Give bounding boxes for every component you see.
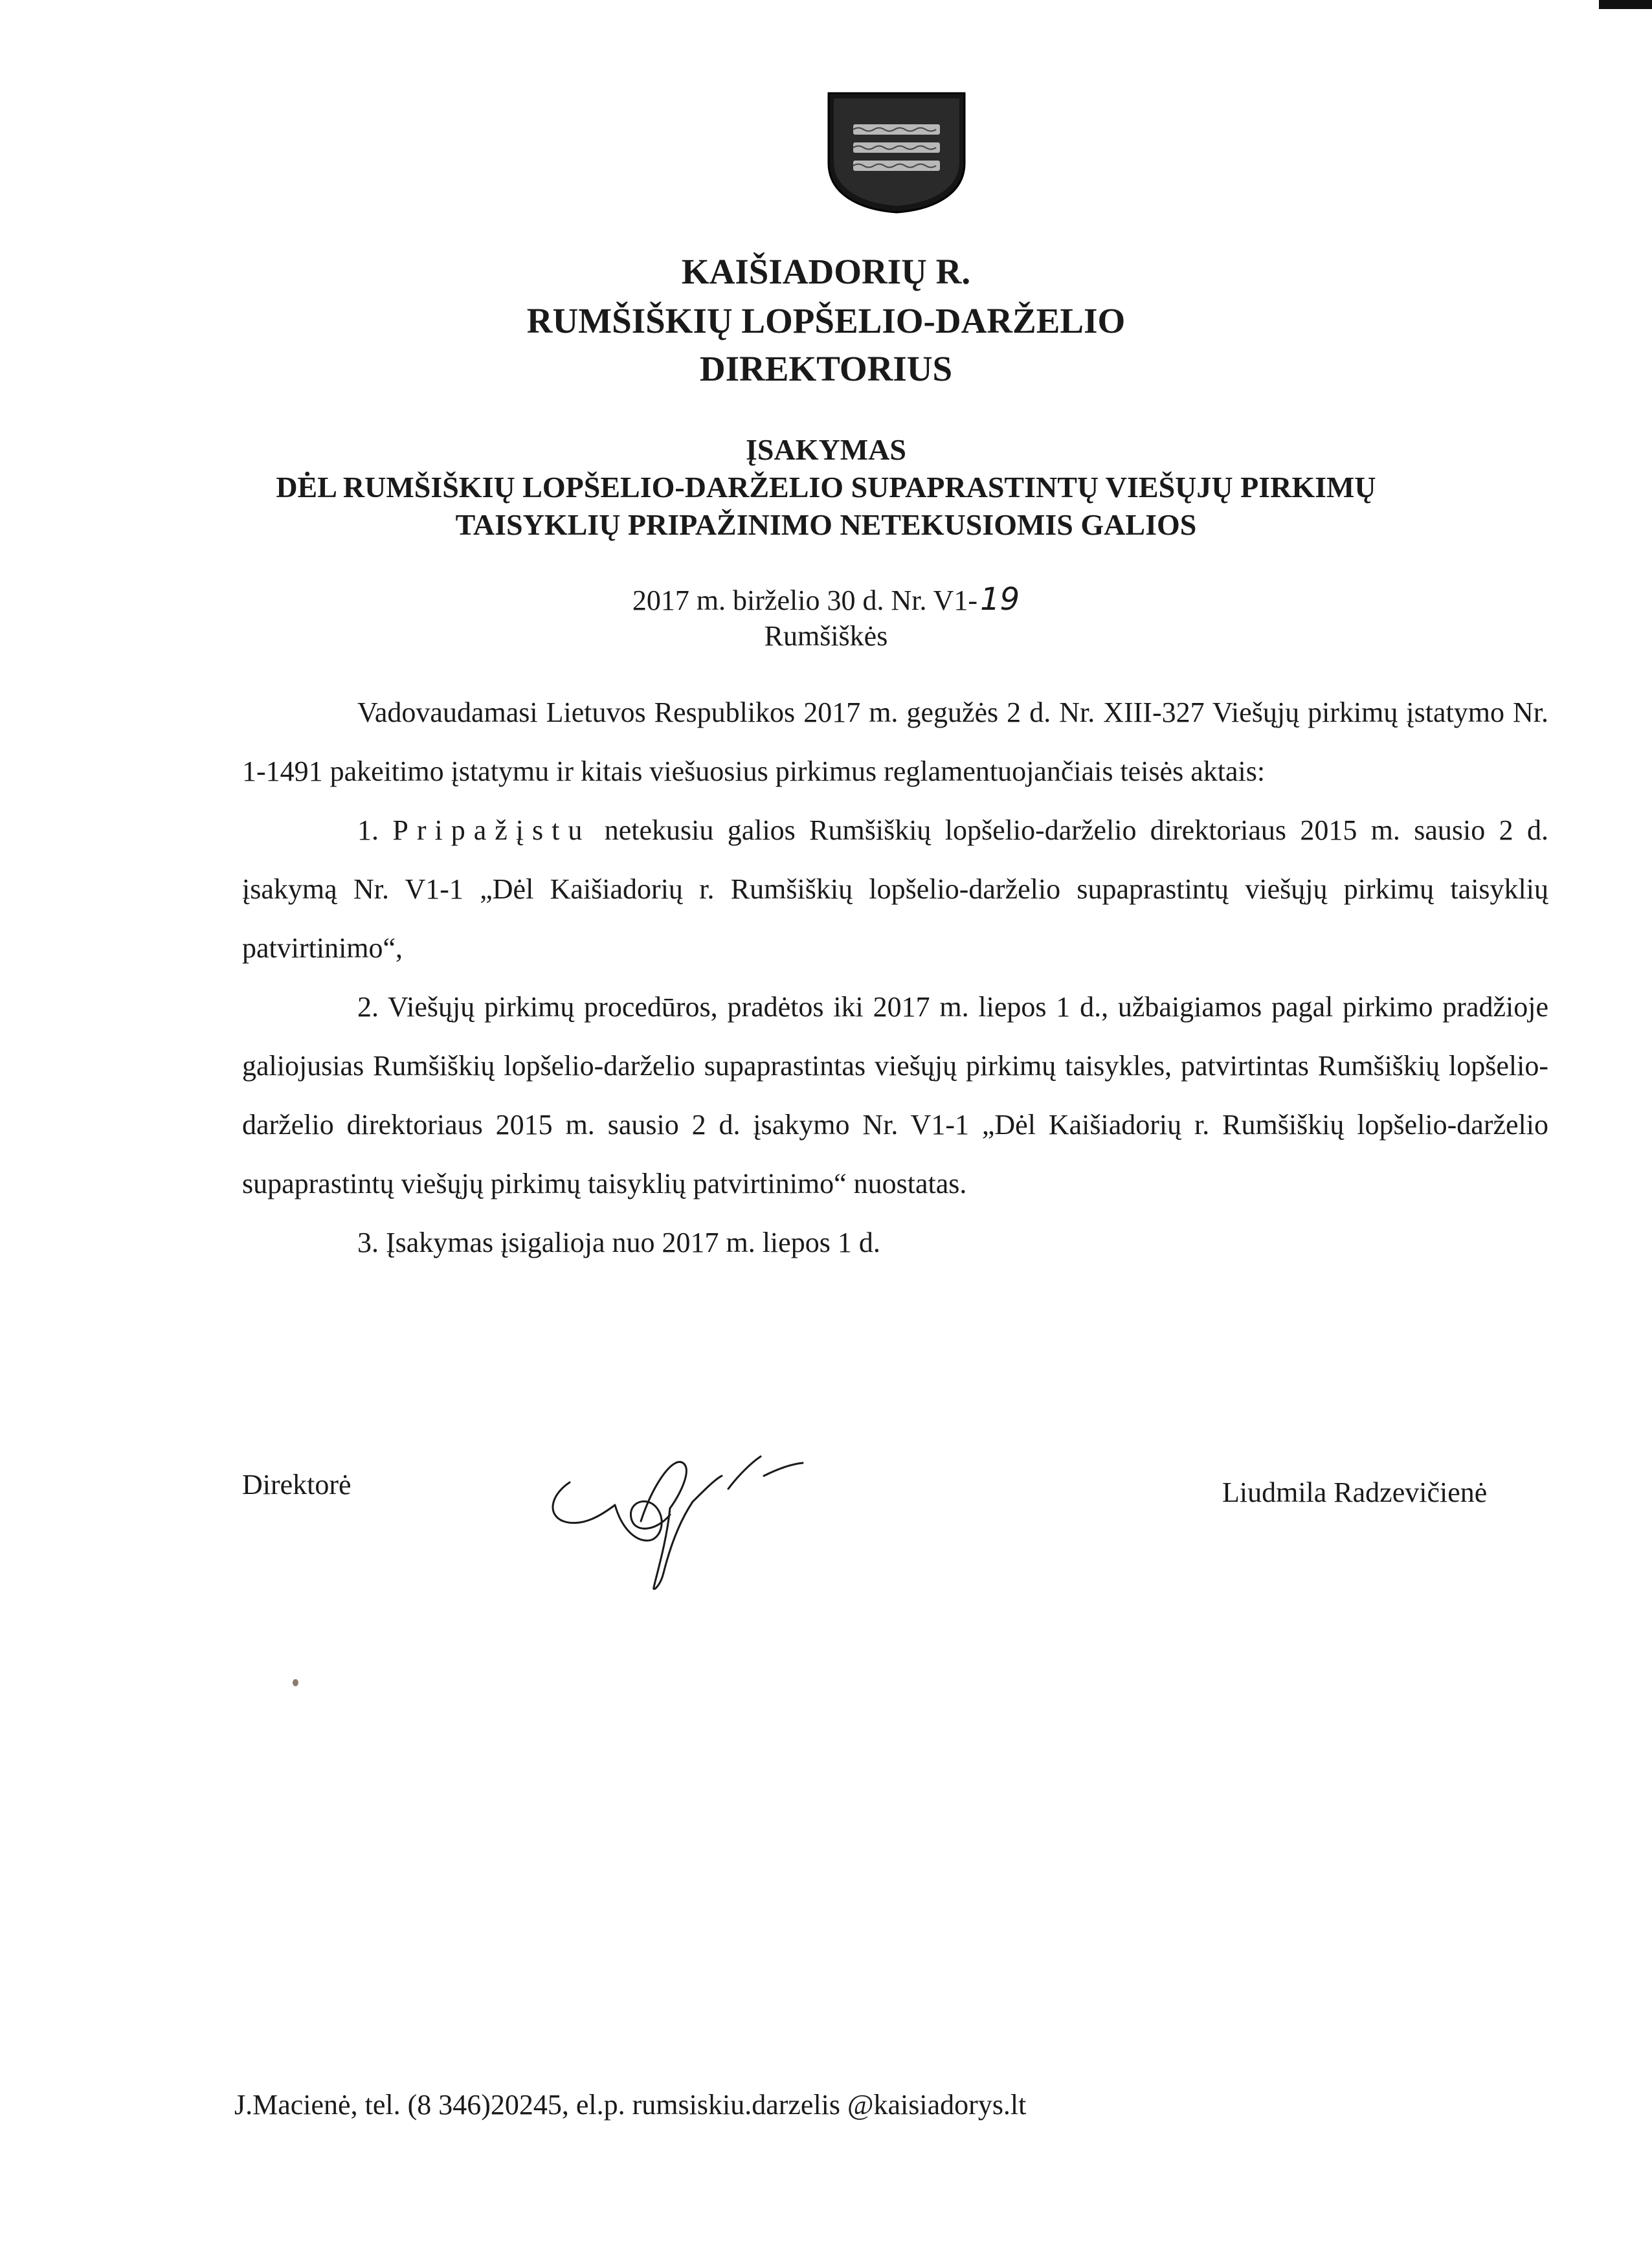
item-1-number: 1. (357, 814, 379, 846)
document-type: ĮSAKYMAS (746, 433, 906, 466)
document-date: 2017 m. birželio 30 d. Nr. V1- (632, 585, 978, 616)
item-1-text: netekusiu galios Rumšiškių lopšelio-darželio direktoriaus 2015 m. sausio 2 d. įsakymą Nr. V1-1 „Dėl Kaišiadorių r. Rumšiškių lopšelio-darželio supaprastintų viešųjų pirkimų taisyklių patvirtinimo“, (242, 814, 1548, 964)
intro-paragraph: Vadovaudamasi Lietuvos Respublikos 2017 m. gegužės 2 d. Nr. XIII-327 Viešųjų pirkimų įstatymo Nr. 1-1491 pakeitimo įstatymu ir kitais viešuosius pirkimus reglamentuojančiais teisės aktais: (242, 697, 1548, 787)
item-1-verb: Pripažįstu (392, 814, 591, 846)
coat-of-arms-icon (822, 91, 971, 214)
institution-district: KAIŠIADORIŲ R. (681, 252, 971, 291)
document-body (242, 683, 1548, 1272)
document-date-number (0, 581, 1652, 619)
document-title-line2: TAISYKLIŲ PRIPAŽINIMO NETEKUSIOMIS GALIOS (455, 508, 1197, 541)
footer-contact: J.Macienė, tel. (8 346)20245, el.p. rumsiskiu.darzelis @kaisiadorys.lt (234, 2089, 1027, 2121)
handwritten-signature (544, 1444, 816, 1592)
item-1-paragraph (242, 801, 1548, 977)
scan-edge-mark (1599, 0, 1652, 9)
document-number-handwritten: 19 (980, 581, 1020, 618)
signatory-name: Liudmila Radzevičienė (1222, 1477, 1488, 1508)
scan-speck (293, 1679, 298, 1686)
institution-name: RUMŠIŠKIŲ LOPŠELIO-DARŽELIO (526, 301, 1126, 340)
document-title-line1: DĖL RUMŠIŠKIŲ LOPŠELIO-DARŽELIO SUPAPRASTINTŲ VIEŠŲJŲ PIRKIMŲ (276, 471, 1376, 504)
item-2-paragraph: 2. Viešųjų pirkimų procedūros, pradėtos iki 2017 m. liepos 1 d., užbaigiamos pagal pirkimo pradžioje galiojusias Rumšiškių lopšelio-darželio supaprastintas viešųjų pirkimų taisykles, patvirtintas Rumšiškių lopšelio-darželio direktoriaus 2015 m. sausio 2 d. įsakymo Nr. V1-1 „Dėl Kaišiadorių r. Rumšiškių lopšelio-darželio supaprastintų viešųjų pirkimų taisyklių patvirtinimo“ nuostatas. (242, 991, 1548, 1199)
document-place: Rumšiškės (764, 620, 888, 652)
signatory-position: Direktorė (242, 1469, 352, 1500)
item-3-paragraph: 3. Įsakymas įsigalioja nuo 2017 m. liepos 1 d. (357, 1227, 880, 1258)
institution-role: DIREKTORIUS (699, 349, 953, 388)
